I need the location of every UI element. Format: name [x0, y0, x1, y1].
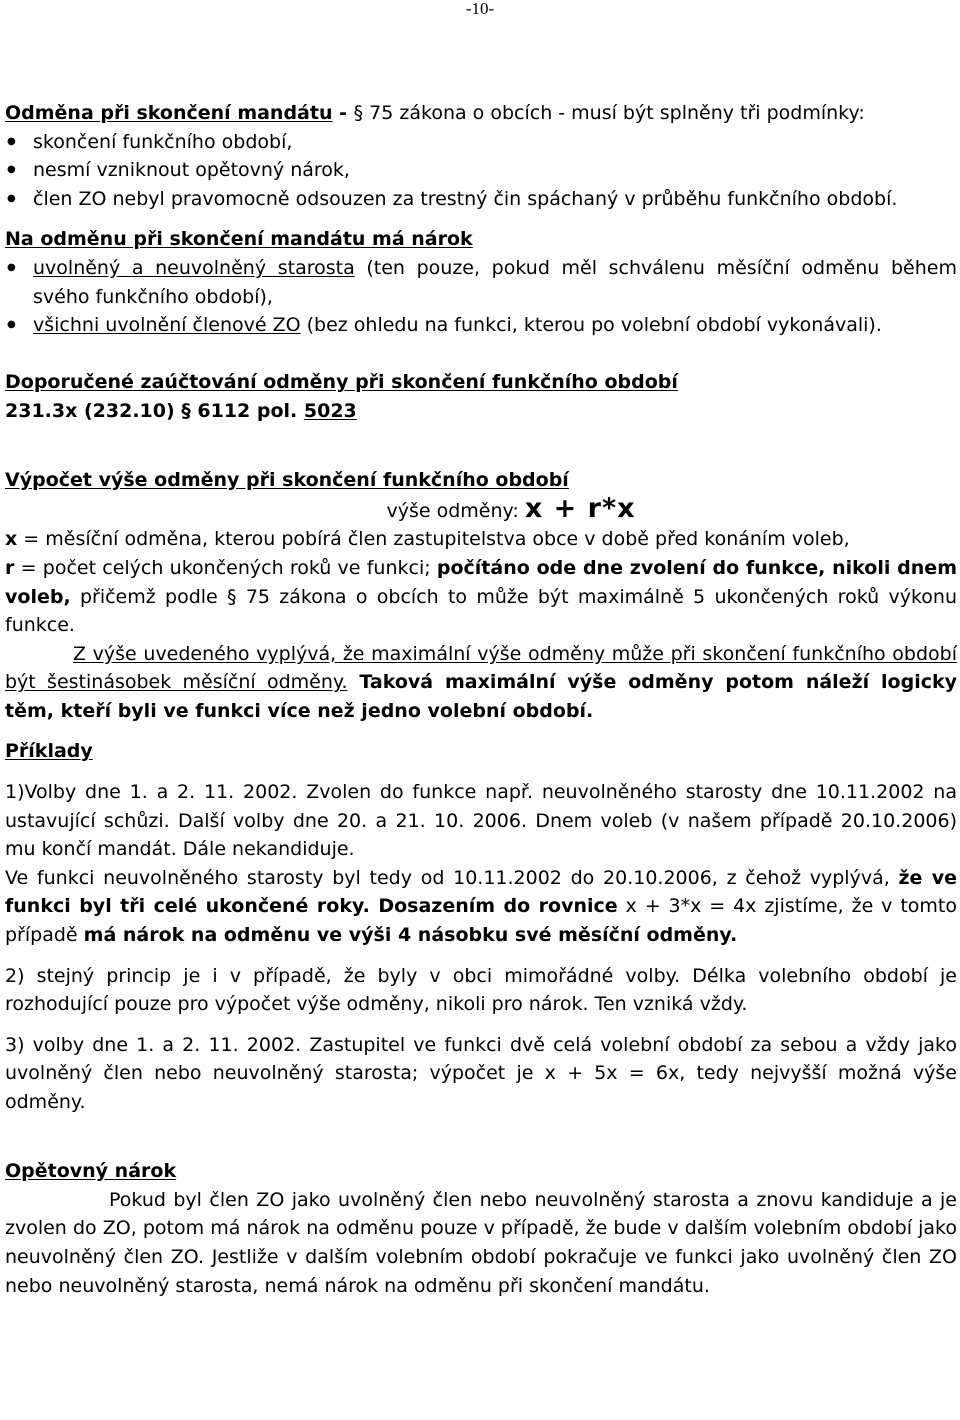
list-item: ● uvolněný a neuvolněný starosta (ten pouze, pokud měl schválenu měsíční odměnu během svého funkčního období), [5, 254, 957, 311]
definition-x: x = měsíční odměna, kterou pobírá člen zastupitelstva obce v době před konáním voleb, [5, 528, 850, 551]
accounting-line: 231.3x (232.10) § 6112 pol. 5023 [5, 399, 357, 422]
example-3: 3) volby dne 1. a 2. 11. 2002. Zastupitel ve funkci dvě celá volební období za sebou a vždy jako uvolněný člen nebo neuvolněný starosta; výpočet je x + 5x = 6x, tedy nejvyšší možná výše odměny. [5, 1033, 957, 1113]
section-title: Odměna při skončení mandátu [5, 102, 333, 124]
section-mandate-end-reward [5, 99, 957, 128]
entitled-list [5, 254, 957, 340]
renewed-claim-text: Pokud byl člen ZO jako uvolněný člen nebo neuvolněný starosta a znovu kandiduje a je zvolen do ZO, potom má nárok na odměnu pouze v případě, že bude v dalším volebním období jako neuvolněný člen ZO. Jestliže v dalším volebním období pokračuje ve funkci jako uvolněný člen ZO nebo neuvolněný starosta, nemá nárok na odměnu při skončení mandátu. [5, 1188, 957, 1297]
list-item: ● všichni uvolnění členové ZO (bez ohledu na funkci, kterou po volební období vykonávali). [5, 311, 957, 340]
page-number: -10- [465, 0, 495, 18]
example-2: 2) stejný princip je i v případě, že byly v obci mimořádné volby. Délka volebního období je rozhodující pouze pro výpočet výše odměny, nikoli pro nárok. Ten vzniká vždy. [5, 964, 957, 1016]
example-1: 1)Volby dne 1. a 2. 11. 2002. Zvolen do funkce např. neuvolněného starosty dne 10.11.2002 na ustavující schůzi. Další volby dne 20. a 21. 10. 2006. Dnem voleb (v našem případě 20.10.2006) mu končí mandát. Dále nekandiduje. [5, 781, 957, 861]
list-item: ● nesmí vzniknout opětovný nárok, [5, 156, 957, 185]
document-body [5, 99, 957, 1300]
calculation-note: Z výše uvedeného vyplývá, že maximální výše odměny může při skončení funkčního období být šestinásobek měsíční odměny. Taková maximální výše odměny potom náleží logicky těm, kteří byli ve funkci více než jedno volební období. [5, 642, 957, 722]
conditions-list [5, 128, 957, 214]
title-dash: - [332, 102, 354, 124]
section-title-accounting: Doporučené zaúčtování odměny při skončení funkčního období [5, 371, 678, 394]
list-item: ● skončení funkčního období, [5, 128, 957, 157]
list-item: ● člen ZO nebyl pravomocně odsouzen za trestný čin spáchaný v průběhu funkčního období. [5, 185, 957, 214]
formula-expression: x + r*x [524, 492, 636, 524]
section-title-entitlement: Na odměnu při skončení mandátu má nárok [5, 228, 473, 251]
example-1-result: Ve funkci neuvolněného starosty byl tedy od 10.11.2002 do 20.10.2006, z čehož vyplývá, že ve funkci byl tři celé ukončené roky. Dosazením do rovnice x + 3*x = 4x zjistíme, že v tomto případě má nárok na odměnu ve výši 4 násobku své měsíční odměny. [5, 866, 957, 947]
section-title-examples: Příklady [5, 740, 93, 763]
definition-r: r = počet celých ukončených roků ve funkci; počítáno ode dne zvolení do funkce, nikoli dnem voleb, přičemž podle § 75 zákona o obcích to může být maximálně 5 ukončených roků výkonu funkce. [5, 556, 957, 637]
section-intro: § 75 zákona o obcích - musí být splněny tři podmínky: [353, 102, 865, 124]
formula: výše odměny: x + r*x [386, 492, 636, 524]
section-title-calculation: Výpočet výše odměny při skončení funkčního období [5, 469, 569, 492]
section-title-renewed-claim: Opětovný nárok [5, 1160, 177, 1183]
